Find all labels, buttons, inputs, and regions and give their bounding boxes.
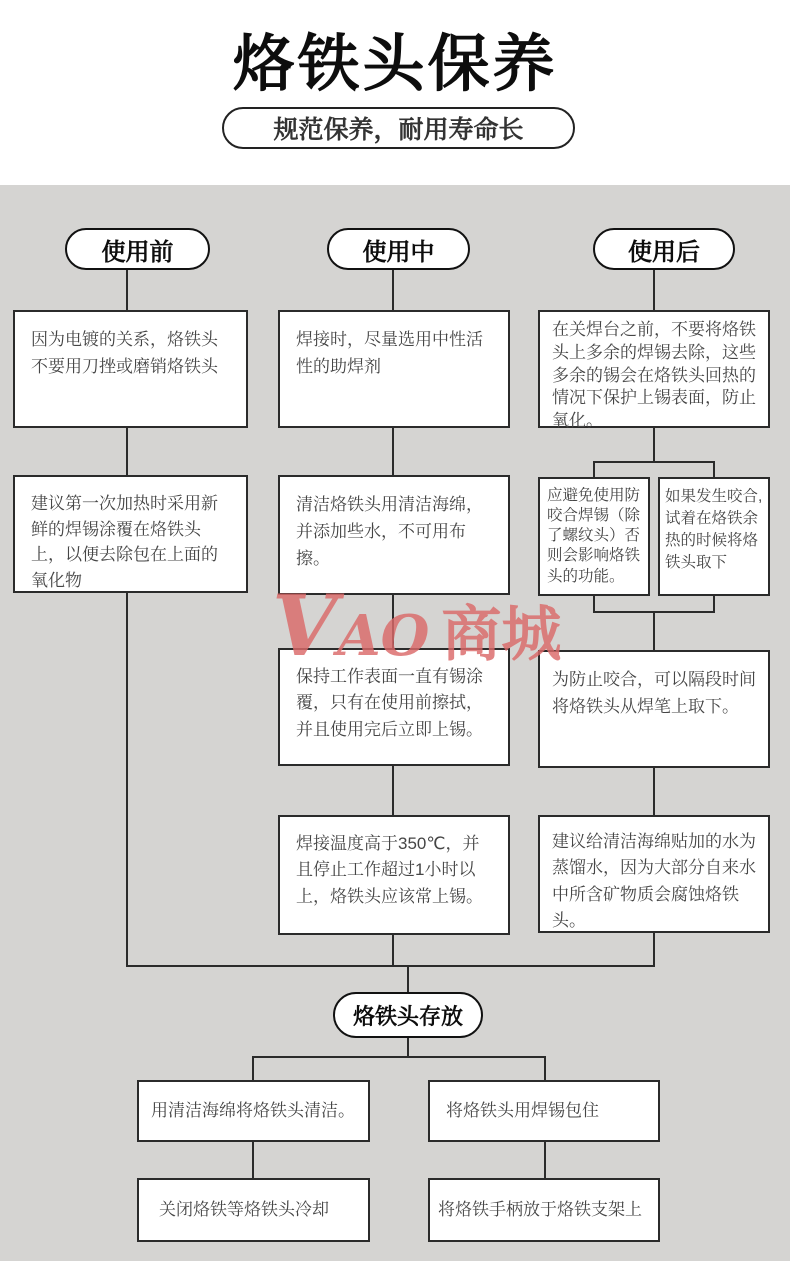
storage-box-3: 关闭烙铁等烙铁头冷却 [137, 1178, 370, 1242]
connector-after-1-fork [653, 428, 655, 461]
page-title: 烙铁头保养 [232, 30, 558, 99]
step-box-during-1: 焊接时，尽量选用中性活性的助焊剂 [278, 310, 510, 428]
step-box-before-2: 建议第一次加热时采用新鲜的焊锡涂覆在烙铁头上，以便去除包在上面的氧化物 [13, 475, 248, 593]
stage-pill-during-use: 使用中 [327, 228, 470, 270]
step-box-after-4: 建议给清洁海绵贴加的水为蒸馏水，因为大部分自来水中所含矿物质会腐蚀烙铁头。 [538, 815, 770, 933]
storage-connector-left [252, 1142, 254, 1178]
fork-top-bar [593, 461, 715, 463]
connector-before-down [126, 593, 128, 967]
watermark-vao-mall [272, 576, 562, 675]
watermark-letter-v: V [272, 576, 338, 675]
connector-to-storage-pill [407, 967, 409, 992]
storage-fork-drop-right [544, 1056, 546, 1080]
connector-during-pill [392, 268, 394, 310]
subtitle-badge [222, 107, 575, 149]
connector-during-down [392, 935, 394, 967]
merge-rise-left [593, 596, 595, 611]
columns-merge-bar [126, 965, 655, 967]
connector-after-2-3 [653, 611, 655, 650]
step-box-before-1: 因为电镀的关系，烙铁头不要用刀挫或磨销烙铁头 [13, 310, 248, 428]
step-box-after-1: 在关焊台之前，不要将烙铁头上多余的焊锡去除，这些多余的锡会在烙铁头回热的情况下保护上锡表面，防止氧化。 [538, 310, 770, 428]
connector-before-1-2 [126, 428, 128, 475]
storage-pill-drop [407, 1038, 409, 1056]
fork-drop-right [713, 461, 715, 477]
connector-after-down [653, 933, 655, 967]
storage-box-4: 将烙铁手柄放于烙铁支架上 [428, 1178, 660, 1242]
storage-pill: 烙铁头存放 [333, 992, 483, 1038]
connector-during-1-2 [392, 428, 394, 475]
step-box-after-3: 为防止咬合，可以隔段时间将烙铁头从焊笔上取下。 [538, 650, 770, 768]
watermark-shop-text: 商城 [441, 601, 562, 668]
step-box-during-3: 保持工作表面一直有锡涂覆，只有在使用前擦拭，并且使用完后立即上锡。 [278, 648, 510, 766]
step-box-after-2b: 如果发生咬合,试着在烙铁余热的时候将烙铁头取下 [658, 477, 770, 596]
storage-box-1: 用清洁海绵将烙铁头清洁。 [137, 1080, 370, 1142]
storage-box-2: 将烙铁头用焊锡包住 [428, 1080, 660, 1142]
step-box-during-4: 焊接温度高于350℃，并且停止工作超过1小时以上，烙铁头应该常上锡。 [278, 815, 510, 935]
storage-connector-right [544, 1142, 546, 1178]
storage-fork-bar [252, 1056, 546, 1058]
fork-drop-left [593, 461, 595, 477]
connector-after-3-4 [653, 768, 655, 815]
connector-during-3-4 [392, 766, 394, 815]
connector-after-pill [653, 268, 655, 310]
merge-rise-right [713, 596, 715, 611]
stage-pill-before-use: 使用前 [65, 228, 210, 270]
header-section [0, 0, 790, 185]
connector-before-pill [126, 268, 128, 310]
step-box-after-2a: 应避免使用防咬合焊锡（除了螺纹头）否则会影响烙铁头的功能。 [538, 477, 650, 596]
step-box-during-2: 清洁烙铁头用清洁海绵，并添加些水，不可用布擦。 [278, 475, 510, 595]
subtitle-text: 规范保养，耐用寿命长 [273, 116, 524, 144]
stage-pill-after-use: 使用后 [593, 228, 735, 270]
storage-fork-drop-left [252, 1056, 254, 1080]
watermark-letters-ao: AO [337, 603, 430, 669]
